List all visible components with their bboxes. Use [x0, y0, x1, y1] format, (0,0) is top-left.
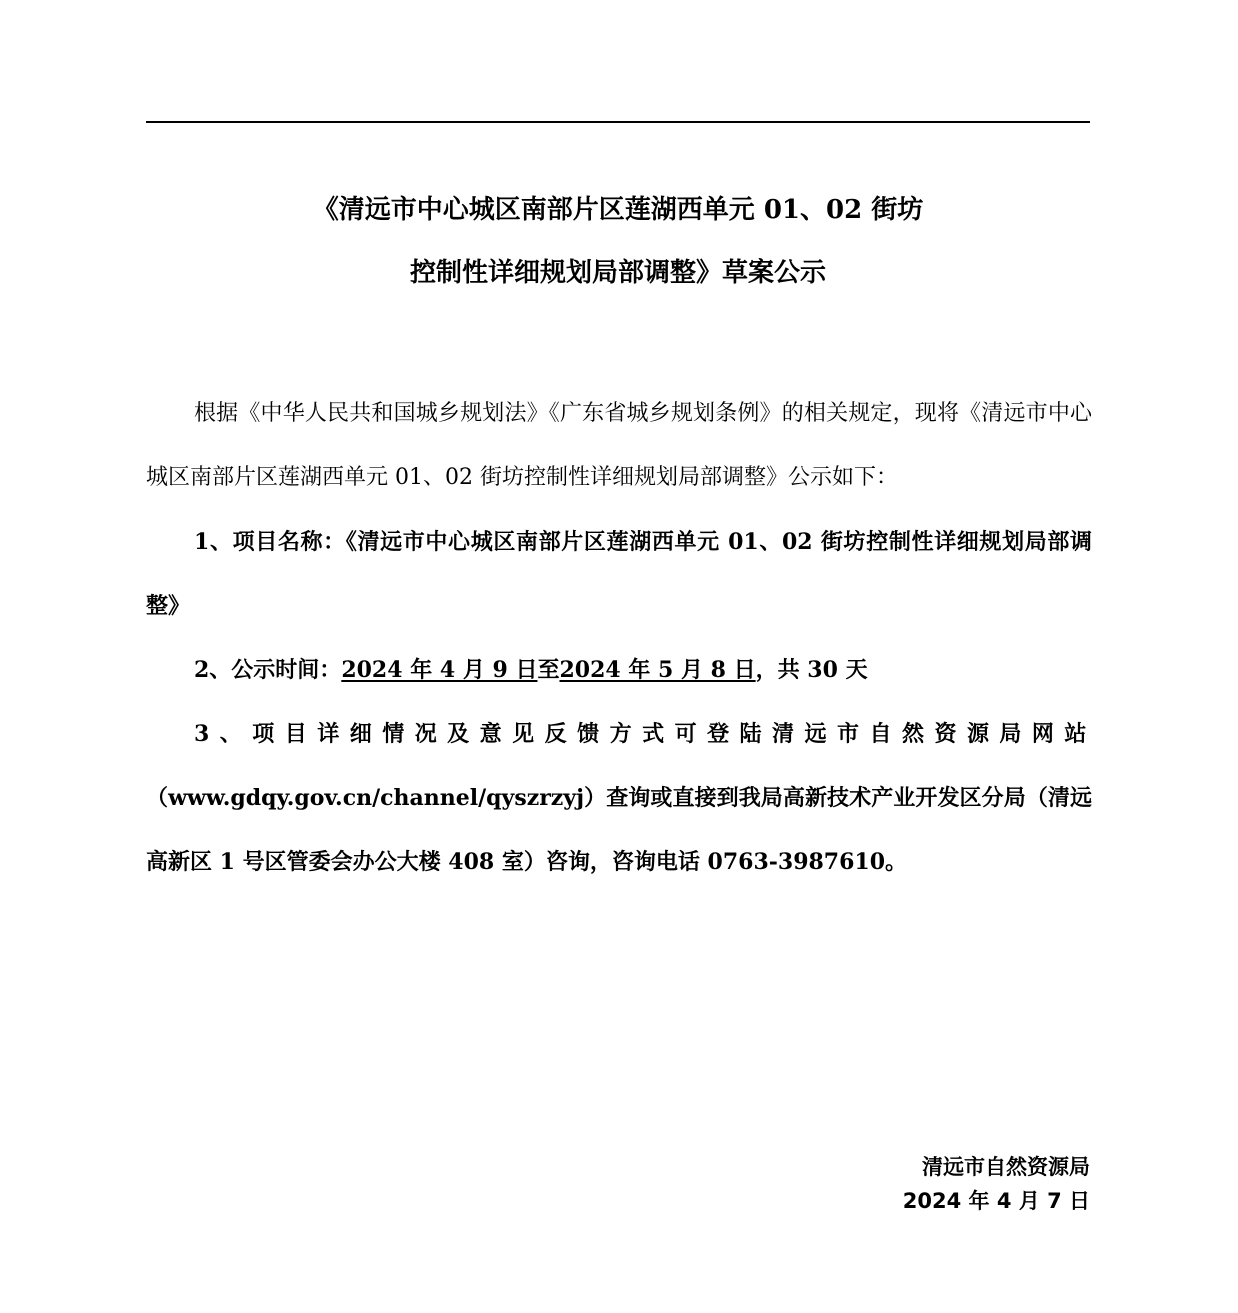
item-contact-details [146, 702, 1092, 894]
publicity-start-date: 2024 年 4 月 9 日 [341, 657, 538, 683]
signature-date: 2024 年 4 月 7 日 [902, 1189, 1090, 1213]
publicity-end-date: 2024 年 5 月 8 日 [559, 657, 756, 683]
publicity-date-separator: 至 [537, 657, 560, 683]
signature-organization: 清远市自然资源局 [922, 1155, 1090, 1179]
intro-paragraph: 根据《中华人民共和国城乡规划法》《广东省城乡规划条例》的相关规定，现将《清远市中心城区南部片区莲湖西单元 01、02 街坊控制性详细规划局部调整》公示如下： [146, 401, 1092, 490]
contact-details-intro: 3、项目详细情况及意见反馈方式可登陆清远市自然资源局网站 [194, 721, 1092, 747]
document-title-line-1: 《清远市中心城区南部片区莲湖西单元 01、02 街坊 [312, 195, 924, 225]
document-title-line-2: 控制性详细规划局部调整》草案公示 [409, 258, 826, 288]
header-rule [146, 121, 1090, 123]
item-project-name: 1、项目名称：《清远市中心城区南部片区莲湖西单元 01、02 街坊控制性详细规划局部调整》 [146, 529, 1092, 619]
document-body [146, 382, 1092, 894]
publicity-period-label: 2、公示时间： [194, 657, 342, 683]
contact-details-text: （www.gdqy.gov.cn/channel/qyszrzyj）查询或直接到我局高新技术产业开发区分局（清远高新区 1 号区管委会办公大楼 408 室）咨询，咨询电话 0763-3987610。 [146, 785, 1092, 875]
publicity-duration: ，共 30 天 [755, 657, 868, 683]
signature-block [903, 1150, 1090, 1218]
item-publicity-period [146, 638, 1092, 702]
